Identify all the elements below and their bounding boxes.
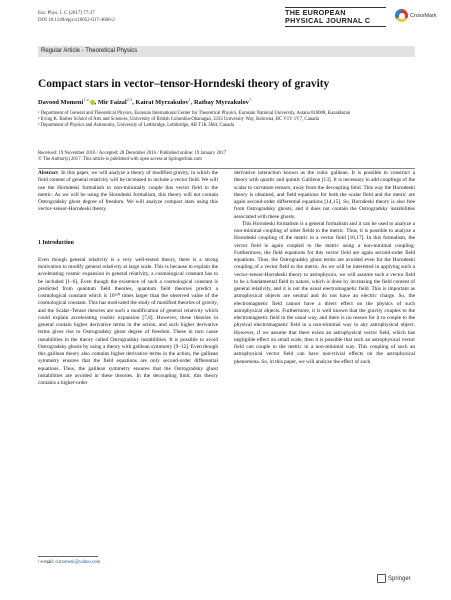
affiliations <box>38 111 415 130</box>
doi[interactable]: DOI 10.1140/epjc/s10052-017-4606-2 <box>38 18 115 23</box>
author-affiliation-marker: 2,3 <box>126 97 133 102</box>
affiliation-item: ² Irving K. Barber School of Arts and Sciences, University of British Columbia-Okanagan, 3333 University Way, Kelowna, BC V1V 1V7, Canada <box>38 117 319 123</box>
publisher-logo <box>377 574 411 583</box>
journal-citation: Eur. Phys. J. C (2017) 77:37 <box>38 11 95 16</box>
author-name[interactable]: Kairat Myrzakulov <box>135 99 189 107</box>
author-name[interactable]: Ratbay Myrzakulov <box>194 99 249 107</box>
spacer <box>38 247 218 257</box>
abstract <box>38 170 218 214</box>
journal-logo-rule-bottom <box>285 26 386 27</box>
intro-paragraph-2: This Horndeski formalism is a general formalism and it can be used to analyze a non-minimal coupling of other fields to the metric. Thus, it is possible to analyze a Horndeski coupling of the metric to a vector field [16,17]. In this formalism, the vector field is again coupled to the metric using a non-minimal coupling. Furthermore, the field equations for this vector field are again second-order field equations. Thus, the Ostrogradsky ghost terms are avoided even for the Horndeski coupling of a vector field to the metric. As we will be interested in applying such a vector–tensor-Horndeski theory to astrophysics, we will assume such a vector field to be a fundamental field in nature, which is done by increasing the field content of general relativity, and it is not the usual electromagnetic field. This is important as astrophysical objects are neutral and do not have an electric charge. So, the electromagnetic field cannot have a direct effect on the physics of such astrophysical objects. Furthermore, it is well known that the gravity couples to the electromagnetic field in the usual way, and there is no reason for it to couple to the physical electromagnetic field in a non-minimal way in any astrophysical object. However, if we assume that there exists an astrophysical vector field, which has negligible effect on small scale, then it is possible that such an astrophysical vector field can couple to the metric in a non-minimal way. This coupling of such an astrophysical vector field can have non-trivial effects on the astrophysical phenomena. So, in this paper, we will analyze the effect of such <box>234 220 415 365</box>
spacer <box>38 214 218 240</box>
journal-logo <box>285 6 386 28</box>
received-accepted-published: Received: 19 November 2016 / Accepted: 28 December 2016 / Published online: 19 January 2017 <box>38 151 227 156</box>
orcid-icon[interactable] <box>90 100 95 105</box>
divider-rule <box>38 168 415 169</box>
abstract-label: Abstract <box>38 170 58 176</box>
abstract-text: In this paper, we will analyze a theory of modified gravity, in which the field content of general relativity will be increased to include a vector field. We will use the Horndeski formalism to non-minimally couple this vector field to the metric. As we will be using the Horndeski formalism, this theory will not contain Ostrogradsky ghost degree of freedom. We will analyze compact stars using this vector–tensor-Horndeski theory. <box>38 170 218 213</box>
footnote-label: ᵃ e-mail: <box>38 560 55 565</box>
copyright-line: © The Author(s) 2017. This article is published with open access at Springerlink.com <box>38 157 202 163</box>
crossmark-icon <box>395 9 408 22</box>
journal-name-line2: PHYSICAL JOURNAL C <box>285 16 371 25</box>
crossmark-badge[interactable] <box>395 9 437 22</box>
section-heading-introduction: 1 Introduction <box>38 239 74 246</box>
footnote <box>38 560 100 565</box>
journal-name-line1: THE EUROPEAN <box>285 8 346 17</box>
author-affiliation-marker: 1 <box>248 97 252 102</box>
publication-dates <box>38 151 226 163</box>
header-citation-block <box>38 10 115 24</box>
affiliation-item: ¹ Department of General and Theoretical Physics, Eurasian International Center for Theoretical Physics, Eurasian National University, Astana 010008, Kazakhstan <box>38 111 351 116</box>
author-affiliation-marker: 1 <box>188 97 191 102</box>
article-type-bar: Regular Article - Theoretical Physics <box>38 46 415 57</box>
left-column <box>38 170 218 387</box>
author-name[interactable]: Davood Momeni <box>38 99 84 107</box>
footnote-rule <box>38 556 98 557</box>
author-name[interactable]: Mir Faizal <box>97 99 127 107</box>
crossmark-label: CrossMark <box>410 12 437 19</box>
author-list: Davood Momeni$^{1,a}$ , Mir Faizal$^{2,3}$, Kairat Myrzakulov$^1$, Ratbay Myrzakulov$^1$ <box>38 97 252 107</box>
paper-title: Compact stars in vector–tensor-Horndeski theory of gravity <box>38 78 330 90</box>
intro-paragraph-continued: derivative interaction known as the cubic galilean. It is possible to construct a theory with quartic and quintic Galileon [13]. It is necessary to add couplings of the scalar to curvature tensors, away from the decoupling limit. This way the Horndeski theory is obtained, and field equations for both the scalar field and the metric are again second-order differential equations [14,15]. So, Horndeski theory is also free from Ostrogradsky ghosts, and it does not contain the Ostrogradsky instabilities associated with these ghosts. <box>234 170 415 220</box>
right-column <box>234 170 415 366</box>
author-affiliation-marker: 1,a <box>83 97 89 102</box>
intro-paragraph-1: Even though general relativity is a very well-tested theory, there is a strong motivation to modify general relativity at large scale. This is because to explain the accelerating cosmic expansion in general relativity, a cosmological constant has to be included [1–6]. Even though the existence of such a cosmological constant is predicted from quantum field theories, quantum field theories predict a cosmological constant which is 10¹²⁰ times larger than the observed value of the cosmological constant. This has motivated the study of modified theories of gravity, and the Scalar–Tensor theories are such a modification of general relativity which could explain accelerating cosmic expansion [7,8]. However, these theories in general contain higher derivative terms in the action, and such higher derivative terms gives rise to Ostrogradsky ghost degree of freedom. These in turn cause instabilities in the theory called Ostrogradsky instabilities. It is possible to avoid Ostrogradsky ghosts by using a theory with galilean symmetry [9–12]. Even though this galilean theory also contains higher derivative terms in the action, the galilean symmetry ensures that the field equations are only second-order differential equations. Thus, the galilean symmetry ensures that the Ostrogradsky ghost instabilities are avoided in these theories. In the decoupling limit, this theory contains a higher-order <box>38 256 218 386</box>
publisher-name: Springer <box>388 575 411 582</box>
author-email-link[interactable]: d.momeni@yahoo.com <box>55 560 101 565</box>
affiliation-item: ³ Department of Physics and Astronomy, University of Lethbridge, Lethbridge, AB T1K 3M4, Canada <box>38 123 234 129</box>
springer-horse-icon <box>377 574 386 583</box>
